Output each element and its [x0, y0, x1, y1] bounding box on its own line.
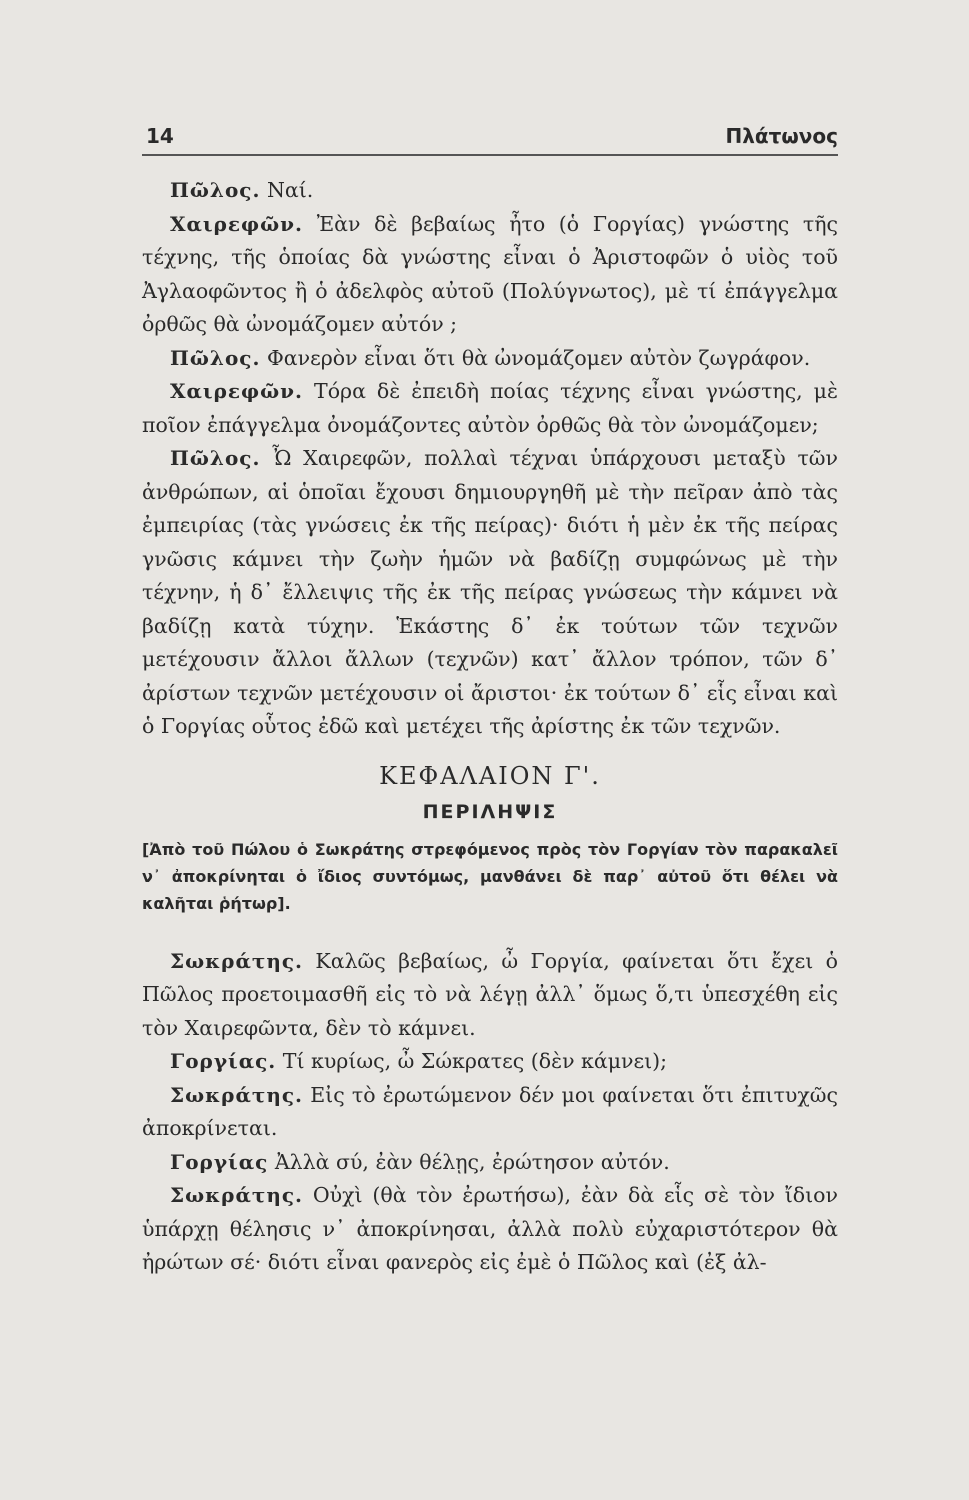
running-title: Πλάτωνος	[725, 124, 838, 148]
speech-text: Ἐὰν δὲ βεβαίως ἦτο (ὁ Γοργίας) γνώστης τῆς τέχνης, τῆς ὁποίας δὰ γνώστης εἶναι ὁ Ἀριστοφῶν ὁ υἱὸς τοῦ Ἀγλαοφῶντος ἢ ὁ ἀδελφὸς αὐτοῦ (Πολύγνωτος), μὲ τί ἐπάγγελμα ὀρθῶς θὰ ὠνομάζομεν αὐτόν ;	[142, 211, 838, 336]
speech-text: Τόρα δὲ ἐπειδὴ ποίας τέχνης εἶναι γνώστης, μὲ ποῖον ἐπάγγελμα ὀνομάζοντες αὐτὸν ὀρθῶς θὰ τὸν ὠνομάζομεν;	[142, 379, 838, 437]
dialogue-line	[142, 945, 838, 1046]
dialogue-line	[142, 174, 838, 208]
speaker-name: Γοργίας.	[170, 1049, 277, 1073]
page-number: 14	[146, 124, 174, 148]
speech-text: Καλῶς βεβαίως, ὦ Γοργία, φαίνεται ὅτι ἔχει ὁ Πῶλος προετοιμασθῆ εἰς τὸ νὰ λέγῃ ἀλλ᾽ ὅμως ὅ,τι ὑπεσχέθη εἰς τὸν Χαιρεφῶντα, δὲν τὸ κάμνει.	[142, 948, 838, 1040]
dialogue-line	[142, 442, 838, 744]
speaker-name: Πῶλος.	[170, 178, 261, 202]
speech-text: Ὦ Χαιρεφῶν, πολλαὶ τέχναι ὑπάρχουσι μεταξὺ τῶν ἀνθρώπων, αἱ ὁποῖαι ἔχουσι δημιουργηθῆ μὲ τὴν πεῖραν ἀπὸ τὰς ἐμπειρίας (τὰς γνώσεις ἐκ τῆς πείρας)· διότι ἡ μὲν ἐκ τῆς πείρας γνῶσις κάμνει τὴν ζωὴν ἡμῶν νὰ βαδίζῃ συμφώνως μὲ τὴν τέχνην, ἡ δ᾽ ἔλλειψις τῆς ἐκ τῆς πείρας γνώσεως τὴν κάμνει νὰ βαδίζῃ κατὰ τύχην. Ἑκάστης δ᾽ ἐκ τούτων τῶν τεχνῶν μετέχουσιν ἄλλοι ἄλλων (τεχνῶν) κατ᾽ ἄλλον τρόπον, τῶν δ᾽ ἀρίστων τεχνῶν μετέχουσιν οἱ ἄριστοι· ἐκ τούτων δ᾽ εἷς εἶναι καὶ ὁ Γοργίας οὗτος ἐδῶ καὶ μετέχει τῆς ἀρίστης ἐκ τῶν τεχνῶν.	[142, 446, 838, 738]
speech-text: Φανερὸν εἶναι ὅτι θὰ ὠνομάζομεν αὐτὸν ζωγράφον.	[266, 345, 811, 370]
dialogue-line	[142, 375, 838, 442]
dialogue-line	[142, 1079, 838, 1146]
speaker-name: Σωκράτης.	[170, 948, 304, 973]
speaker-name: Χαιρεφῶν.	[170, 211, 304, 236]
speech-text: Τί κυρίως, ὦ Σώκρατες (δὲν κάμνει);	[282, 1049, 668, 1073]
speech-text: Οὐχὶ (θὰ τὸν ἐρωτήσω), ἐὰν δὰ εἷς σὲ τὸν ἴδιον ὑπάρχῃ θέλησις ν᾽ ἀποκρίνησαι, ἀλλὰ πολὺ εὐχαριστότερον θὰ ἠρώτων σέ· διότι εἶναι φανερὸς εἰς ἐμὲ ὁ Πῶλος καὶ (ἐξ ἀλ-	[142, 1183, 838, 1274]
speaker-name: Χαιρεφῶν.	[170, 379, 304, 403]
dialogue-section-1	[142, 174, 838, 744]
speech-text: Ναί.	[266, 178, 314, 202]
dialogue-line	[142, 1179, 838, 1280]
speech-text: Ἀλλὰ σύ, ἐὰν θέλῃς, ἐρώτησον αὐτόν.	[274, 1149, 670, 1174]
chapter-summary: [Ἀπὸ τοῦ Πώλου ὁ Σωκράτης στρεφόμενος πρὸς τὸν Γοργίαν τὸν παρακαλεῖ ν᾽ ἀποκρίνηται ὁ ἴδιος συντόμως, μανθάνει δὲ παρ᾽ αὐτοῦ ὅτι θέλει νὰ καλῆται ῥήτωρ].	[142, 839, 838, 913]
dialogue-line	[142, 208, 838, 342]
speaker-name: Σωκράτης.	[170, 1183, 304, 1207]
speaker-name: Γοργίας	[170, 1149, 269, 1174]
summary-title: ΠΕΡΙΛΗΨΙΣ	[422, 800, 558, 823]
dialogue-line	[142, 342, 838, 376]
speaker-name: Πῶλος.	[170, 345, 261, 370]
speech-text: Εἰς τὸ ἐρωτώμενον δέν μοι φαίνεται ὅτι ἐπιτυχῶς ἀποκρίνεται.	[142, 1082, 838, 1140]
speaker-name: Πῶλος.	[170, 446, 261, 470]
page-body	[142, 174, 838, 1280]
dialogue-line	[142, 1146, 838, 1180]
speaker-name: Σωκράτης.	[170, 1082, 304, 1107]
dialogue-line	[142, 1045, 838, 1079]
page-header	[142, 118, 838, 156]
dialogue-section-2	[142, 945, 838, 1280]
chapter-title: ΚΕΦΑΛΑΙΟΝ Γ'.	[379, 761, 601, 790]
